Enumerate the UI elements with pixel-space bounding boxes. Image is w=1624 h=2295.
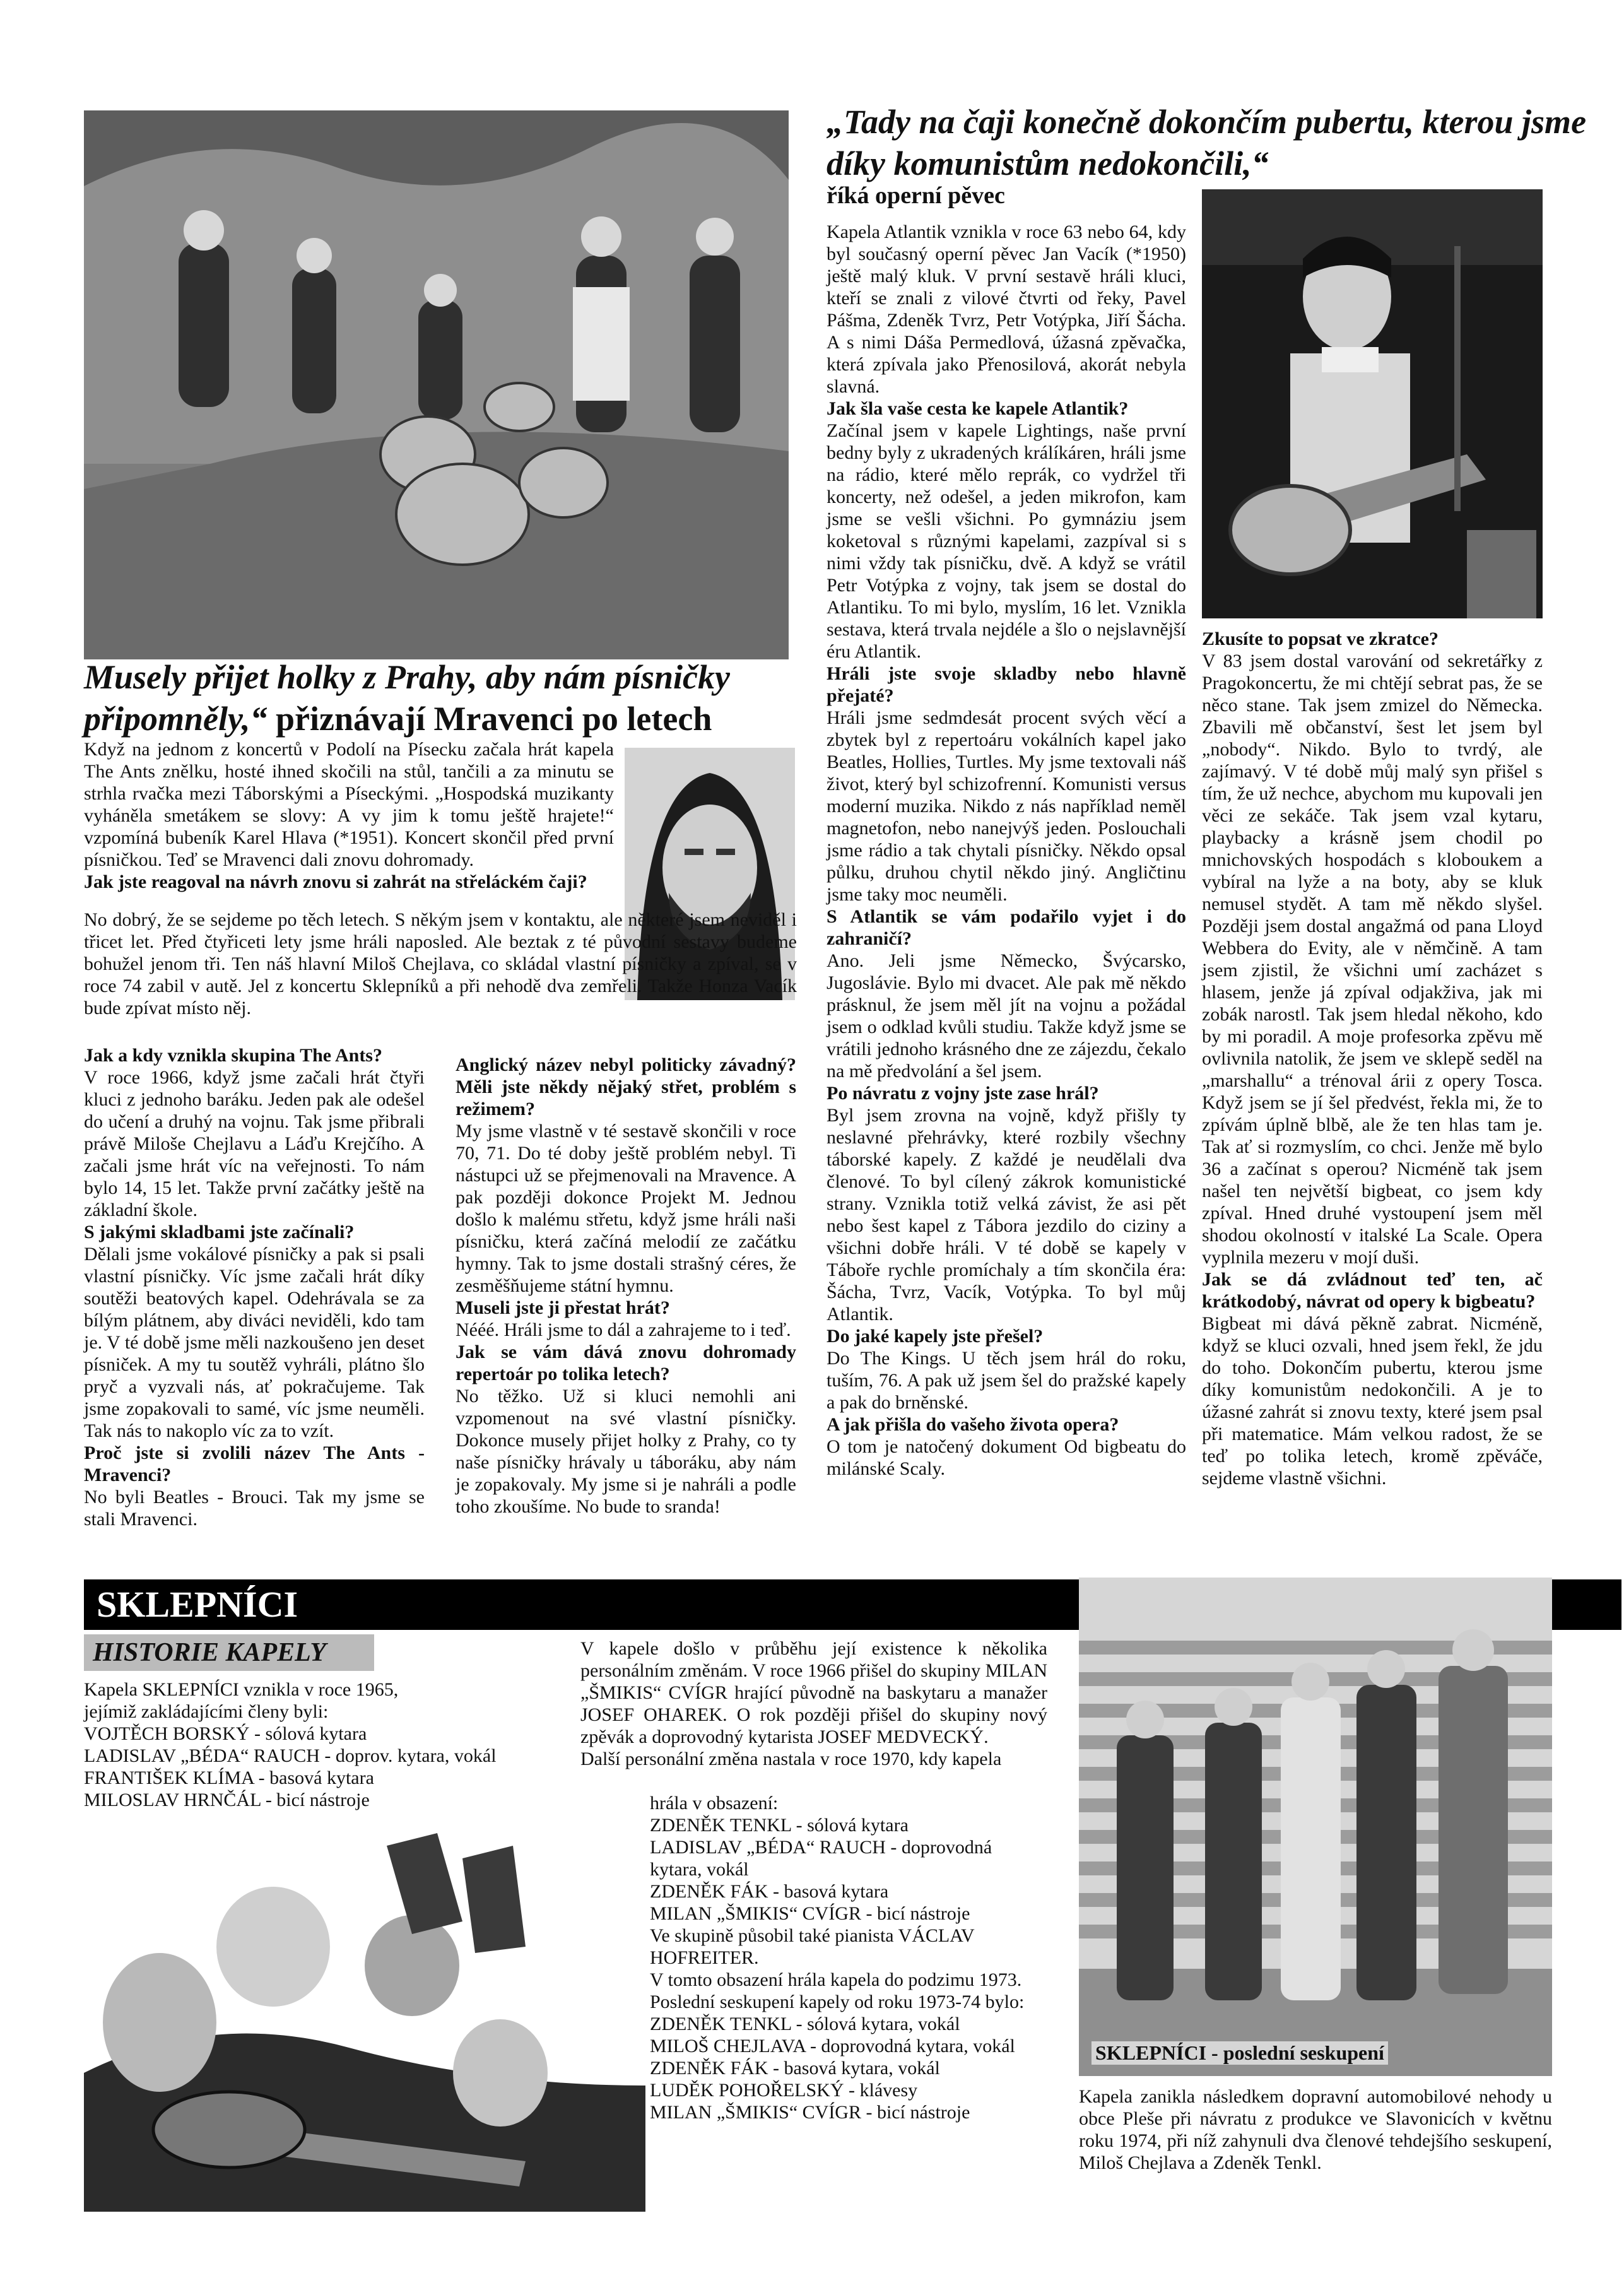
- photo-caption: SKLEPNÍCI - poslední seskupení: [1091, 2041, 1388, 2065]
- sklepnici-banner: SKLEPNÍCI: [84, 1579, 1621, 1630]
- photo-sklepnici-last-lineup: [1079, 1578, 1552, 2076]
- photo-jan-vacik-guitar: [1202, 189, 1543, 618]
- history-heading: HISTORIE KAPELY: [84, 1634, 374, 1671]
- sklepnici-founders: Kapela SKLEPNÍCI vznikla v roce 1965, jejímiž zakládajícími členy byli: VOJTĚCH BORSKÝ - sólová kytara LADISLAV „BÉDA“ RAUCH - doprov. kytara, vokál FRANTIŠEK KLÍMA - basová kytara MILOSLAV HRNČÁL - bicí nástroje: [84, 1679, 497, 1810]
- sklepnici-lineups: hrála v obsazení: ZDENĚK TENKL - sólová kytara LADISLAV „BÉDA“ RAUCH - doprovodná kytara, vokál ZDENĚK FÁK - basová kytara MILAN „ŠMIKIS“ CVÍGR - bicí nástroje Ve skupině působil také pianista VÁCLAV HOFREITER. V tomto obsazení hrála kapela do podzimu 1973. Poslední seskupení kapely od roku 1973-74 bylo: ZDENĚK TENKL - sólová kytara, vokál MILOŠ CHEJLAVA - doprovodná kytara, vokál ZDENĚK FÁK - basová kytara, vokál LUDĚK POHOŘELSKÝ - klávesy MILAN „ŠMIKIS“ CVÍGR - bicí nástroje: [650, 1793, 1025, 2123]
- article1-intro: Když na jednom z koncertů v Podolí na Písecku začala hrát kapela The Ants znělku, hosté ihned skočili na stůl, tančili a za minutu se strhla rvačka mezi Táborskými a Píseckými. „Hospodská muzikanty vyháněla smetákem se slovy: A vy jim k tomu ještě hrajete!“ vzpomíná bubeník Karel Hlava (*1951). Koncert skončil před první písničkou. Teď se Mravenci dali znovu dohromady. Jak jste reagoval na návrh znovu si zahrát na střeláckém čaji?: [84, 739, 614, 892]
- article2-title: „Tady na čaji konečně dokončím pubertu, kterou jsme díky komunistům nedokončili,“: [827, 103, 1587, 182]
- band-photo-the-ants: [84, 110, 789, 659]
- article1-title: Musely přijet holky z Prahy, aby nám písničky připomněly,“ přiznávají Mravenci po letech: [84, 658, 730, 738]
- article2-intro-column: Kapela Atlantik vznikla v roce 63 nebo 64, kdy byl současný operní pěvec Jan Vacík (*1950) ještě malý kluk. V první sestavě hráli kluci, kteří se znali z vilové čtvrti od řeky, Pavel Pášma, Zdeněk Tvrz, Petr Votýpka, Jiří Šácha. A s nimi Dáša Permedlová, úžasná zpěvačka, která zpívala jako Přenosilová, akorát nebyla slavná. Jak šla vaše cesta ke kapele Atlantik? Začínal jsem v kapele Lightings, naše první bedny byly z ukradených králíkáren, hráli jsme na rádio, které mělo reprák, co vydržel tři koncerty, než odešel, a jeden mikrofon, kam jsme se vešli všichni. Po gymnáziu jsem koketoval s různými kapelami, zazpíval si s nimi vždy tak písničku, dvě. A když se vrátil Petr Votýpka z vojny, tak jsem se dostal do Atlantiku. To mi bylo, myslím, 16 let. Vznikla sestava, která trvala nejdéle a šlo o nejslavnější éru Atlantik. Hráli jste svoje skladby nebo hlavně přejaté? Hráli jsme sedmdesát procent svých věcí a zbytek byl z repertoáru vokálních kapel jako Beatles, Hollies, Turtles. My jsme textovali náš život, který byl schizofrenní. Komunisti versus moderní muzika. Nikdo z nás například neměl magnetofon, nebo nanejvýš jeden. Poslouchali jsme rádio a tak chytali písničky. Někdo opsal půlku, druhou chytil někdo jiný. Angličtinu jsme taky moc neuměli. S Atlantik se vám podařilo vyjet i do zahraničí? Ano. Jeli jsme Německo, Švýcarsko, Jugoslávie. Bylo mi dvacet. Ale pak mě někdo prásknul, že jsem měl jít na vojnu a požádal jsem o odklad kvůli studiu. Takže když jsme se vrátili jednoho krásného dne ze zájezdu, čekalo na mě předvolání a šel jsem. Po návratu z vojny jste zase hrál? Byl jsem zrovna na vojně, když přišly ty neslavné přehrávky, které rozbily všechny táborské kapely. Z každé je neudělali dva členové. To byl cílený zákrok komunistické strany. Vznikla totiž velká závist, že asi pět nebo šest kapel z Tábora jezdilo do ciziny a všichni dobře hráli. V té době se kapely v Táboře rychle promíchaly a tím skončila éra: Šácha, Tvrz, Vacík, Votýpka. To byl můj Atlantik. Do jaké kapely jste přešel? Do The Kings. U těch jsem hrál do roku, tuším, 76. A pak už jsem šel do pražské kapely a pak do brněnské. A jak přišla do vašeho života opera? O tom je natočený dokument Od bigbeatu do milánské Scaly.: [827, 221, 1186, 1479]
- article1-a1: No dobrý, že se sejdeme po těch letech. S někým jsem v kontaktu, ale některé jsem neviděl i třicet let. Před čtyřiceti lety jsme hráli naposled. Ale beztak z té původní sestavy budeme bohužel jenom tři. Ten náš hlavní Miloš Chejlava, co skládal vlastní písničky a zpíval, se v roce 74 zabil v autě. Jel z koncertu Sklepníků a při nehodě dva zemřeli. Takže Honza Vacík bude zpívat místo něj.: [84, 909, 797, 1018]
- sklepnici-history-text: V kapele došlo v průběhu její existence k několika personálním změnám. V roce 1966 přišel do skupiny MILAN „ŠMIKIS“ CVÍGR hrající původně na baskytaru a manažer JOSEF OHAREK. O rok později přišel do skupiny nový zpěvák a doprovodný kytarista JOSEF MEDVECKÝ. Další personální změna nastala v roce 1970, kdy kapela: [580, 1638, 1047, 1769]
- photo-sklepnici-band-fun: [84, 1820, 645, 2212]
- sklepnici-closing: Kapela zanikla následkem dopravní automobilové nehody u obce Pleše při návratu z produkce ve Slavonicích v květnu roku 1974, při níž zahynuli dva členové tehdejšího seskupení, Miloš Chejlava a Zdeněk Tenkl.: [1079, 2086, 1552, 2173]
- article2-right-column: Zkusíte to popsat ve zkratce? V 83 jsem dostal varování od sekretářky z Pragokoncertu, že mi chtějí sebrat pas, že se něco stane. Tak jsem zmizel do Německa. Zbavili mě občanství, šest let jsem byl „nobody“. Nikdo. Bylo to tvrdý, ale zajímavý. V té době můj malý syn přišel s tím, že už nechce, abychom mu kupovali jen věci ze sekáče. Tak jsem vzal kytaru, playbacky a krásně jsem chodil po mnichovských hospodách s kloboukem a vybíral na lyže a na boty, aby se kluk nemusel stydět. A tam mě někdo slyšel. Později jsem dostal angažmá od pana Lloyd Webbera do Evity, ale v němčině. A tam jsem zjistil, že všichni umí zacházet s hlasem, jenže já zpíval odjakživa, jak mi zobák narostl. Tak jsem hledal někoho, kdo by mi poradil. A moje profesorka zpěvu mě ovlivnila natolik, že jsem ve sklepě seděl na „marshallu“ a trénoval árii z opery Tosca. Když jsem se jí šel předvést, řekla mi, že to zpívám úplně blbě, ale že ten hlas tam je. Tak ať si rozmyslím, co chci. Jenže mě bylo 36 a začínat s operou? Nicméně tak jsem našel ten největší bigbeat, co jsem kdy zpíval. Hned druhé vystoupení jsem měl shodou okolností v italské La Scale. Opera vyplnila mezeru v mojí duši. Jak se dá zvládnout teď ten, ač krátkodobý, návrat od opery k bigbeatu? Bigbeat mi dává pěkně zabrat. Nicméně, když se kluci ozvali, hned jsem řekl, že jdu do toho. Dokončím pubertu, kterou jsme díky komunistům nedokončili. A je to úžasné zahrát si znovu texty, které jsem psal při matematice. Mám velkou radost, že se teď po tolika letech, kromě zpěváče, sejdeme vlastně všichni.: [1202, 628, 1543, 1489]
- article1-right-column: Anglický název nebyl politicky závadný? Měli jste někdy nějaký střet, problém s režimem? My jsme vlastně v té sestavě skončili v roce 70, 71. Do té doby ještě problém nebyl. Ti nástupci už se přejmenovali na Mravence. A pak později dokonce Projekt M. Jednou došlo k malému střetu, když jsme hráli naši písničku, která začíná melodií ze začátku hymny. Tak to jsme dostali strašný céres, že zesměšňujeme státní hymnu. Museli jste ji přestat hrát? Nééé. Hráli jsme to dál a zahrajeme to i teď. Jak se vám dává znovu dohromady repertoár po tolika letech? No těžko. Už si kluci nemohli ani vzpomenout na své vlastní písničky. Dokonce musely přijet holky z Prahy, co ty naše písničky hrávaly u táboráku, aby nám je zopakovaly. My jsme si je nahráli a podle toho zkoušíme. No bude to sranda!: [456, 1054, 796, 1517]
- article1-left-column: Jak a kdy vznikla skupina The Ants? V roce 1966, když jsme začali hrát čtyři kluci z jednoho baráku. Jeden pak ale odešel do učení a druhý na vojnu. Tak jsme přibrali právě Miloše Chejlavu a Láďu Krejčího. A začali jsme hrát víc na veřejnosti. To nám bylo 14, 15 let. Takže první začátky ještě na základní škole. S jakými skladbami jste začínali? Dělali jsme vokálové písničky a pak si psali vlastní písničky. Víc jsme začali hrát díky soutěži beatových kapel. Odehrávala se za bílým plátnem, aby diváci neviděli, kdo tam je. V té době jsme měli nazkoušeno jen deset písniček. A my tu soutěž vyhráli, plátno šlo pryč a vyzvali nás, ať pokračujeme. Tak jsme zopakovali to samé, víc jsme neuměli. Tak nás to nakoplo víc za to vzít. Proč jste si zvolili název The Ants - Mravenci? No byli Beatles - Brouci. Tak my jsme se stali Mravenci.: [84, 1045, 425, 1530]
- article1-q1: Jak jste reagoval na návrh znovu si zahrát na střeláckém čaji?: [84, 871, 587, 892]
- article2-subtitle: říká operní pěvec: [827, 182, 1005, 209]
